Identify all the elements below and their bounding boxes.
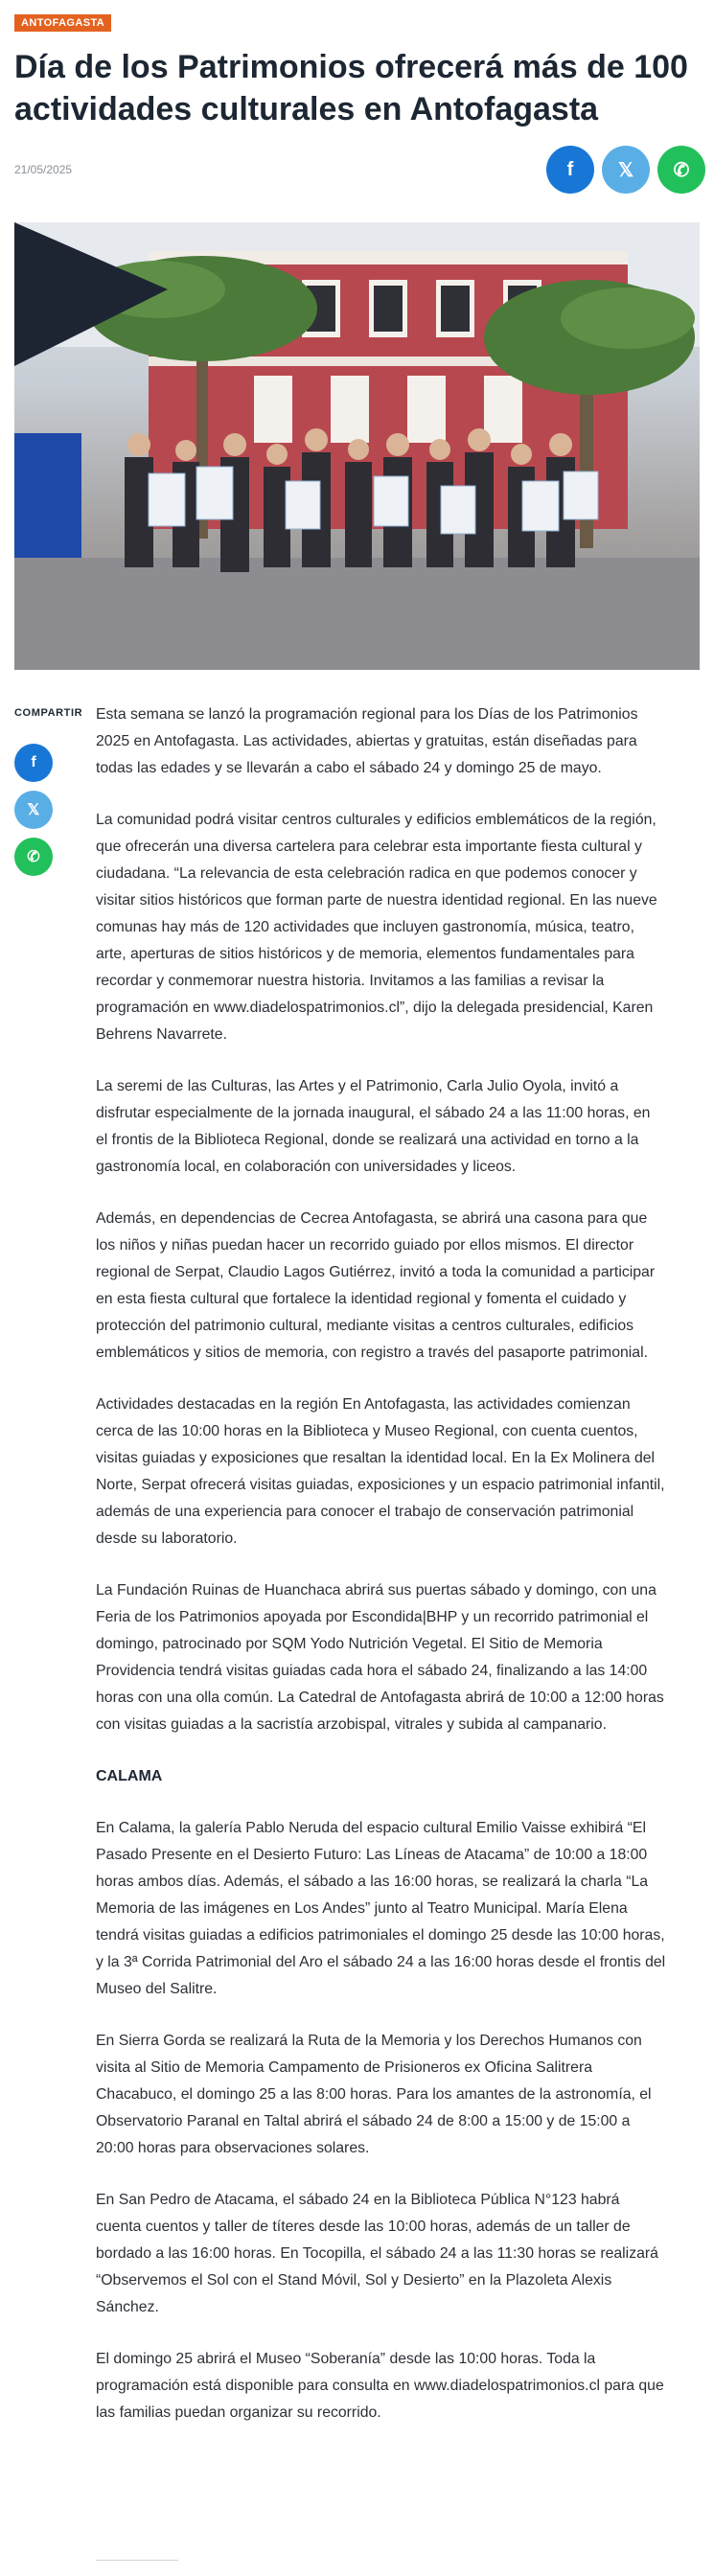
facebook-share-button-side[interactable] <box>14 744 53 782</box>
paragraph: La Fundación Ruinas de Huanchaca abrirá sus puertas sábado y domingo, con una Feria de los Patrimonios apoyada por Escondida|BHP y un recorrido patrimonial el domingo, patrocinado por SQM Yodo Nutrición Vegetal. El Sitio de Memoria Providencia tendrá visitas guiadas cada hora el sábado 24, finalizando a las 14:00 horas con una olla común. La Catedral de Antofagasta abrirá de 10:00 a 12:00 horas con visitas guiadas a la sacristía arzobispal, vitrales y subida al campanario. <box>96 1582 664 1733</box>
facebook-icon: f <box>31 754 36 770</box>
x-share-button[interactable] <box>602 146 650 194</box>
paragraph: La seremi de las Culturas, las Artes y el Patrimonio, Carla Julio Oyola, invitó a disfrutar especialmente de la jornada inaugural, el sábado 24 a las 11:00 horas, en el frontis de la Biblioteca Regional, donde se realizará una actividad en torno a la gastronomía local, en colaboración con universidades y liceos. <box>96 1078 651 1175</box>
paragraph: La comunidad podrá visitar centros culturales y edificios emblemáticos de la región, que ofrecerán una diversa cartelera para celebrar esta importante fiesta cultural y ciudadana. “La relevancia de esta celebración radica en que podemos conocer y visitar sitios históricos que forman parte de nuestra identidad regional. En las nueve comunas hay más de 120 actividades que incluyen gastronomía, música, teatro, arte, aperturas de sitios históricos y de memoria, elementos fundamentales para recordar y conmemorar nuestra historia. Invitamos a las familias a revisar la programación en www.diadelospatrimonios.cl”, dijo la delegada presidencial, Karen Behrens Navarrete. <box>96 812 657 1043</box>
article-body <box>96 702 666 2451</box>
paragraph: En Calama, la galería Pablo Neruda del espacio cultural Emilio Vaisse exhibirá “El Pasado Presente en el Desierto Futuro: Las Líneas de Atacama” de 10:00 a 18:00 horas ambos días. Además, el sábado a las 16:00 horas, se realizará la charla “La Memoria de las imágenes en Los Andes” junto al Teatro Municipal. María Elena tendrá visitas guiadas a edificios patrimoniales el domingo 25 desde las 10:00 horas, y la 3ª Corrida Patrimonial del Aro el sábado 24 a las 16:00 horas desde el frontis del Museo del Salitre. <box>96 1820 666 1997</box>
category-tag[interactable]: ANTOFAGASTA <box>14 14 111 32</box>
x-share-button-side[interactable] <box>14 791 53 829</box>
share-buttons-sidebar <box>14 744 53 876</box>
paragraph: Actividades destacadas en la región En Antofagasta, las actividades comienzan cerca de las 10:00 horas en la Biblioteca y Museo Regional, con cuenta cuentos, visitas guiadas y exposiciones que resaltan la identidad local. En la Ex Molinera del Norte, Serpat ofrecerá visitas guiadas, exposiciones y un espacio patrimonial infantil, además de una experiencia para conocer el trabajo de conservación patrimonial desde su laboratorio. <box>96 1396 665 1547</box>
whatsapp-share-button-side[interactable] <box>14 838 53 876</box>
whatsapp-icon: ✆ <box>673 159 690 181</box>
paragraph: Esta semana se lanzó la programación regional para los Días de los Patrimonios 2025 en Antofagasta. Las actividades, abiertas y gratuitas, están diseñadas para todas las edades y se llevarán a cabo el sábado 24 y domingo 25 de mayo. <box>96 706 638 776</box>
whatsapp-share-button[interactable] <box>657 146 705 194</box>
paragraph: En Sierra Gorda se realizará la Ruta de la Memoria y los Derechos Humanos con visita al Sitio de Memoria Campamento de Prisioneros ex Oficina Salitrera Chacabuco, el domingo 25 a las 8:00 horas. Para los amantes de la astronomía, el Observatorio Paranal en Taltal abrirá el sábado 24 de 8:00 a 15:00 y de 15:00 a 20:00 horas para observaciones solares. <box>96 2033 652 2156</box>
share-label: COMPARTIR <box>14 707 83 719</box>
paragraph: Además, en dependencias de Cecrea Antofagasta, se abrirá una casona para que los niños y niñas puedan hacer un recorrido guiado por ellos mismos. El director regional de Serpat, Claudio Lagos Gutiérrez, invitó a toda la comunidad a participar en esta fiesta cultural que fortalece la identidad regional y fomenta el cuidado y protección del patrimonio cultural, mediante visitas a centros culturales, edificios emblemáticos y sitios de memoria, con registro a través del pasaporte patrimonial. <box>96 1210 656 1361</box>
end-divider <box>96 2560 178 2561</box>
x-icon: 𝕏 <box>617 159 634 181</box>
x-icon: 𝕏 <box>27 802 40 818</box>
article-photo <box>14 222 700 670</box>
paragraph: En San Pedro de Atacama, el sábado 24 en la Biblioteca Pública N°123 habrá cuenta cuentos y taller de títeres desde las 10:00 horas, además de un taller de bordado a las 16:00 horas. En Tocopilla, el sábado 24 a las 11:30 horas se realizará “Observemos el Sol con el Stand Móvil, Sol y Desierto” en la Plazoleta Alexis Sánchez. <box>96 2192 658 2315</box>
facebook-share-button[interactable] <box>546 146 594 194</box>
paragraph: El domingo 25 abrirá el Museo “Soberanía” desde las 10:00 horas. Toda la programación está disponible para consulta en www.diadelospatrimonios.cl para que las familias puedan organizar su recorrido. <box>96 2351 664 2421</box>
publish-date: 21/05/2025 <box>14 163 73 176</box>
facebook-icon: f <box>566 158 574 180</box>
section-heading-calama: CALAMA <box>96 1768 163 1784</box>
whatsapp-icon: ✆ <box>27 849 40 865</box>
photo-group-of-people-with-posters <box>14 222 700 670</box>
article-headline: Día de los Patrimonios ofrecerá más de 100 actividades culturales en Antofagasta <box>14 49 688 127</box>
share-buttons-top <box>546 146 705 194</box>
